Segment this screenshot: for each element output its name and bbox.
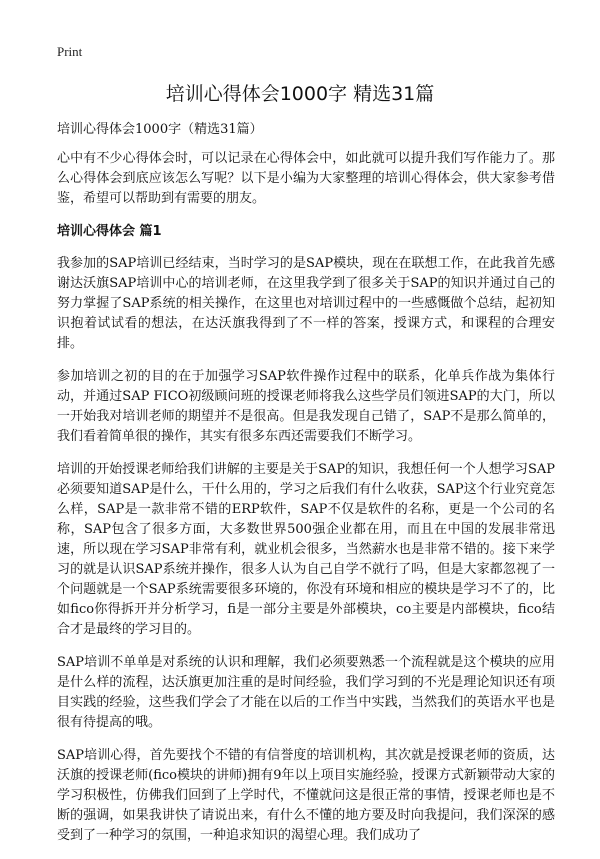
document-subtitle: 培训心得体会1000字（精选31篇） [57,122,263,137]
body-paragraph-5: SAP培训心得，首先要找个不错的有信誉度的培训机构，其次就是授课老师的资质，达沃旗的授课老师(fico模块的讲师)拥有9年以上项目实施经验，授课方式新颖带动大家的学习积极性，仿佛我们回到了上学时代，不懂就问这是很正常的事情，授课老师也是不断的强调，如果我讲快了请说出来，有什么不懂的地方要及时向我提问，我们深深的感受到了一种学习的氛围，一种追求知识的渴望心理。我们成功了 [57,748,555,843]
body-paragraph-2: 参加培训之初的目的在于加强学习SAP软件操作过程中的联系，化单兵作战为集体行动，并通过SAP FICO初级顾问班的授课老师将我么这些学员们领进SAP的大门，所以一开始我对培训老师的期望并不是很高。但是我发现自己错了，SAP不是那么简单的，我们看着简单很的操作，其实有很多东西还需要我们不断学习。 [57,369,555,444]
print-label: Print [57,44,83,59]
document-body [57,120,555,859]
body-paragraph-1: 我参加的SAP培训已经结束，当时学习的是SAP模块，现在在联想工作，在此我首先感谢达沃旗SAP培训中心的培训老师，在这里我学到了很多关于SAP的知识并通过自己的努力掌握了SAP系统的相关操作，在这里也对培训过程中的一些感慨做个总结，起初知识抱着试试看的想法，在达沃旗我得到了不一样的答案，授课方式，和课程的合理安排。 [57,256,555,351]
body-paragraph-3: 培训的开始授课老师给我们讲解的主要是关于SAP的知识，我想任何一个人想学习SAP必须要知道SAP是什么，干什么用的，学习之后我们有什么收获，SAP这个行业究竟怎么样，SAP是一款非常不错的ERP软件，SAP不仅是软件的名称，更是一个公司的名称，SAP包含了很多方面，大多数世界500强企业都在用，而且在中国的发展非常迅速，所以现在学习SAP非常有利，就业机会很多，当然薪水也是非常不错的。接下来学习的就是认识SAP系统并操作，很多人认为自己自学不就行了吗，但是大家都忽视了一个问题就是一个SAP系统需要很多环境的，你没有环境和相应的模块是学习不了的，比如fico你得拆开并分析学习，fi是一部分主要是外部模块，co主要是内部模块，fico结合才是最终的学习目的。 [57,462,555,637]
intro-paragraph: 心中有不少心得体会时，可以记录在心得体会中，如此就可以提升我们写作能力了。那么心得体会到底应该怎么写呢？以下是小编为大家整理的培训心得体会，供大家参考借鉴，希望可以帮助到有需要的朋友。 [57,151,555,206]
body-paragraph-4: SAP培训不单单是对系统的认识和理解，我们必须要熟悉一个流程就是这个模块的应用是什么样的流程，达沃旗更加注重的是时间经验，我们学习到的不光是理论知识还有项目实践的经验，这些我们学会了才能在以后的工作当中实践，当然我们的英语水平也是很有待提高的哦。 [57,655,555,730]
page-title: 培训心得体会1000字 精选31篇 [165,83,435,105]
section-heading: 培训心得体会 篇1 [57,224,162,239]
